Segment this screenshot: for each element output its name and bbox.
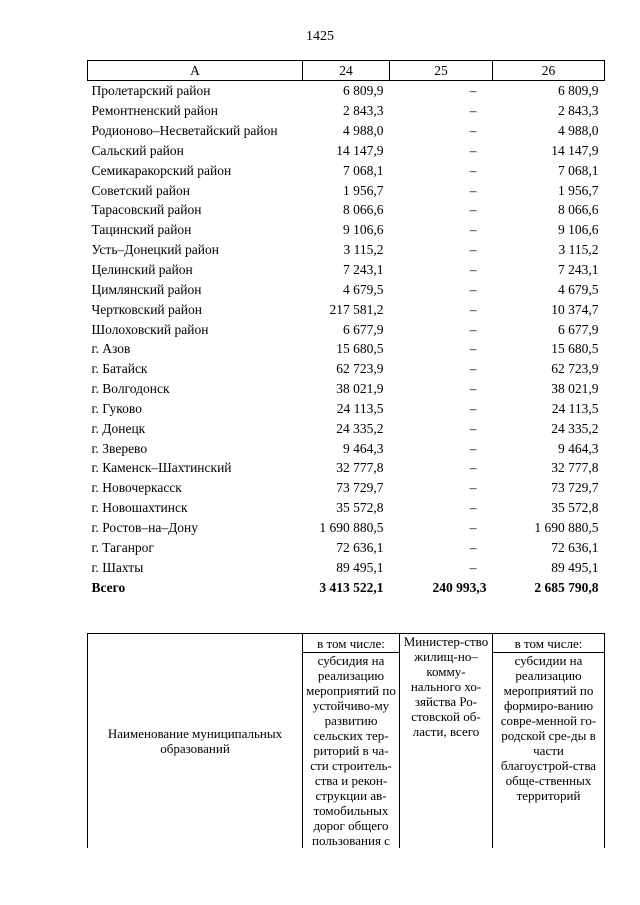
col-1-description: субсидия на реализацию мероприятий по устойчиво-му развитию сельских тер-риторий в ча-сти строитель-ства и рекон-струкции ав-томобильных дорог общего пользования с <box>303 653 400 849</box>
value-col-26: 14 147,9 <box>551 142 599 158</box>
value-col-26: 1 690 880,5 <box>534 519 599 535</box>
value-col-26: 73 729,7 <box>551 480 599 496</box>
value-col-24: 32 777,8 <box>336 460 384 476</box>
value-col-24: 9 464,3 <box>343 440 384 456</box>
value-col-24: 4 988,0 <box>343 123 384 139</box>
table-row <box>88 81 605 101</box>
value-col-24: 15 680,5 <box>336 341 384 357</box>
table-row <box>88 279 605 299</box>
total-row <box>88 577 605 597</box>
value-col-25: – <box>469 440 477 456</box>
value-col-24: 3 115,2 <box>343 242 384 258</box>
municipality-name: Семикаракорский район <box>91 162 232 178</box>
page-number: 1425 <box>306 29 334 44</box>
value-col-25: – <box>469 162 477 178</box>
table-row <box>88 141 605 161</box>
value-col-25: – <box>469 519 477 535</box>
value-col-26: 24 335,2 <box>551 420 599 436</box>
table-row <box>88 537 605 557</box>
value-col-26: 7 068,1 <box>558 162 599 178</box>
table-row <box>88 339 605 359</box>
value-col-24: 2 843,3 <box>343 103 384 119</box>
value-col-25: – <box>469 301 477 317</box>
value-col-25: – <box>469 480 477 496</box>
municipality-name: Тацинский район <box>91 222 192 238</box>
municipality-name: г. Ростов–на–Дону <box>91 519 199 535</box>
municipality-name: Усть–Донецкий район <box>91 242 219 258</box>
municipality-name: г. Батайск <box>91 361 148 377</box>
table-row <box>88 180 605 200</box>
value-col-24: 6 677,9 <box>343 321 384 337</box>
table-row <box>88 418 605 438</box>
value-col-24: 9 106,6 <box>343 222 384 238</box>
col-1-subheader: в том числе: <box>303 634 400 653</box>
municipality-name: Чертковский район <box>91 301 202 317</box>
table-row <box>88 240 605 260</box>
value-col-24: 62 723,9 <box>336 361 384 377</box>
col-ministry-header: Министер-ство жилищ-но–комму-нального хо-зяйства Ро-стовской об-ласти, всего <box>400 634 493 849</box>
header-col-25: 25 <box>390 61 493 81</box>
table-body <box>88 81 605 597</box>
value-col-25: 240 993,3 <box>432 579 487 595</box>
col-3-description: субсидии на реализацию мероприятий по формиро-ванию совре-менной го-родской сре-ды в части благоустрой-ства обще-ственных территорий <box>493 653 605 849</box>
value-col-24: 14 147,9 <box>336 142 384 158</box>
municipality-name: г. Новошахтинск <box>91 500 188 516</box>
value-col-25: – <box>469 500 477 516</box>
value-col-24: 35 572,8 <box>336 500 384 516</box>
table-row <box>88 478 605 498</box>
header-col-a: А <box>88 61 303 81</box>
value-col-24: 7 243,1 <box>343 262 384 278</box>
table-row <box>88 438 605 458</box>
table-row <box>88 498 605 518</box>
value-col-26: 4 988,0 <box>558 123 599 139</box>
table-row <box>88 518 605 538</box>
municipality-name: г. Азов <box>91 341 131 357</box>
value-col-26: 8 066,6 <box>558 202 599 218</box>
value-col-25: – <box>469 321 477 337</box>
value-col-25: – <box>469 559 477 575</box>
value-col-24: 217 581,2 <box>329 301 384 317</box>
budget-table <box>87 60 605 597</box>
col-municipality-header: Наименование муниципальных образований <box>88 634 303 849</box>
value-col-26: 72 636,1 <box>551 539 599 555</box>
value-col-26: 35 572,8 <box>551 500 599 516</box>
table-row <box>88 160 605 180</box>
value-col-26: 62 723,9 <box>551 361 599 377</box>
value-col-24: 89 495,1 <box>336 559 384 575</box>
municipality-name: г. Новочеркасск <box>91 480 182 496</box>
value-col-25: – <box>469 83 477 99</box>
value-col-24: 1 956,7 <box>343 182 384 198</box>
value-col-26: 6 677,9 <box>558 321 599 337</box>
value-col-26: 9 464,3 <box>558 440 599 456</box>
value-col-25: – <box>469 103 477 119</box>
value-col-25: – <box>469 222 477 238</box>
value-col-25: – <box>469 242 477 258</box>
value-col-24: 8 066,6 <box>343 202 384 218</box>
municipality-name: г. Волгодонск <box>91 381 170 397</box>
value-col-26: 2 685 790,8 <box>534 579 599 595</box>
value-col-25: – <box>469 341 477 357</box>
value-col-24: 38 021,9 <box>336 381 384 397</box>
value-col-25: – <box>469 262 477 278</box>
value-col-24: 7 068,1 <box>343 162 384 178</box>
value-col-26: 15 680,5 <box>551 341 599 357</box>
value-col-25: – <box>469 400 477 416</box>
table-row <box>88 557 605 577</box>
table-row <box>88 101 605 121</box>
value-col-26: 3 115,2 <box>558 242 599 258</box>
value-col-25: – <box>469 202 477 218</box>
value-col-26: 32 777,8 <box>551 460 599 476</box>
municipality-name: Тарасовский район <box>91 202 202 218</box>
value-col-24: 6 809,9 <box>343 83 384 99</box>
municipality-name: г. Гуково <box>91 400 142 416</box>
table-row <box>88 319 605 339</box>
municipality-name: Советский район <box>91 182 190 198</box>
table-row <box>88 359 605 379</box>
value-col-26: 2 843,3 <box>558 103 599 119</box>
col-3-subheader: в том числе: <box>493 634 605 653</box>
value-col-26: 24 113,5 <box>551 400 599 416</box>
table-row <box>88 379 605 399</box>
value-col-25: – <box>469 381 477 397</box>
table-row <box>88 121 605 141</box>
header-col-26: 26 <box>493 61 605 81</box>
municipality-name: Шолоховский район <box>91 321 209 337</box>
municipality-name: г. Таганрог <box>91 539 154 555</box>
value-col-25: – <box>469 460 477 476</box>
value-col-24: 72 636,1 <box>336 539 384 555</box>
table-row <box>88 200 605 220</box>
table-row <box>88 399 605 419</box>
header-col-24: 24 <box>303 61 390 81</box>
value-col-24: 4 679,5 <box>343 281 384 297</box>
value-col-25: – <box>469 142 477 158</box>
value-col-25: – <box>469 539 477 555</box>
value-col-24: 24 335,2 <box>336 420 384 436</box>
value-col-26: 38 021,9 <box>551 381 599 397</box>
value-col-26: 4 679,5 <box>558 281 599 297</box>
continuation-table-header <box>87 633 605 848</box>
municipality-name: Пролетарский район <box>91 83 211 99</box>
municipality-name: Цимлянский район <box>91 281 202 297</box>
table-row <box>88 260 605 280</box>
municipality-name: Сальский район <box>91 142 184 158</box>
value-col-25: – <box>469 361 477 377</box>
value-col-26: 7 243,1 <box>558 262 599 278</box>
municipality-name: г. Каменск–Шахтинский <box>91 460 232 476</box>
municipality-name: Всего <box>91 579 126 595</box>
municipality-name: Ремонтненский район <box>91 103 218 119</box>
table-row <box>88 458 605 478</box>
value-col-26: 6 809,9 <box>558 83 599 99</box>
value-col-26: 1 956,7 <box>558 182 599 198</box>
value-col-24: 1 690 880,5 <box>319 519 384 535</box>
municipality-name: Родионово–Несветайский район <box>91 123 278 139</box>
value-col-25: – <box>469 123 477 139</box>
value-col-24: 73 729,7 <box>336 480 384 496</box>
value-col-24: 3 413 522,1 <box>319 579 384 595</box>
value-col-25: – <box>469 281 477 297</box>
value-col-25: – <box>469 420 477 436</box>
municipality-name: Целинский район <box>91 262 193 278</box>
municipality-name: г. Шахты <box>91 559 144 575</box>
value-col-26: 9 106,6 <box>558 222 599 238</box>
table-row <box>88 220 605 240</box>
value-col-24: 24 113,5 <box>336 400 384 416</box>
value-col-26: 10 374,7 <box>551 301 599 317</box>
municipality-name: г. Зверево <box>91 440 148 456</box>
table-row <box>88 299 605 319</box>
municipality-name: г. Донецк <box>91 420 146 436</box>
value-col-26: 89 495,1 <box>551 559 599 575</box>
table-header-row <box>88 61 605 81</box>
value-col-25: – <box>469 182 477 198</box>
